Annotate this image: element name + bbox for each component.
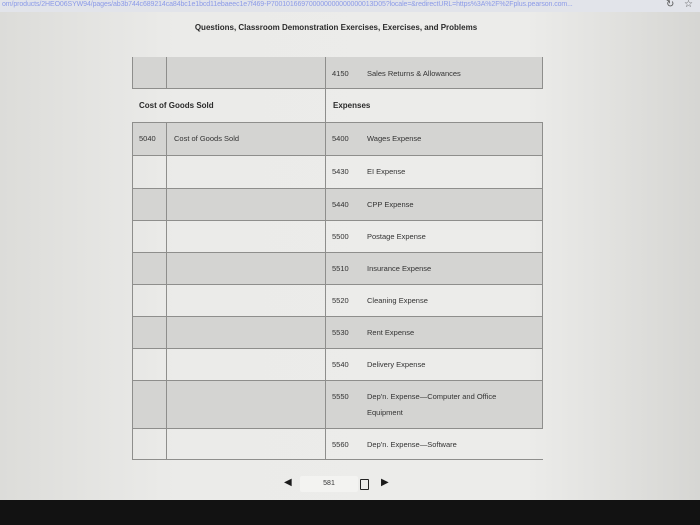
account-number: 5440 <box>332 200 349 209</box>
url-text[interactable]: om/products/2HEO06SYW94/pages/ab3b744c689214ca84bc1e1bcd11ebaeec1e7f469-P700101669700000000000000013D05?locale=&redirectURL=https%3A%2F%2Fplus.pearson.com... <box>2 1 573 8</box>
table-border <box>166 380 167 428</box>
table-border <box>542 252 543 284</box>
table-border <box>132 122 133 155</box>
account-number: 5430 <box>332 167 349 176</box>
triangle-left-icon[interactable]: ◀ <box>284 477 292 488</box>
textbook-page <box>0 12 700 500</box>
page-number-field[interactable] <box>300 476 358 492</box>
table-border <box>132 155 133 188</box>
table-border <box>542 348 543 380</box>
table-border <box>166 57 167 88</box>
account-number: 5550 <box>332 392 349 401</box>
table-border <box>166 284 167 316</box>
table-rule <box>132 459 543 460</box>
table-rule <box>132 284 543 285</box>
table-border <box>542 220 543 252</box>
page-number: 581 <box>323 480 335 487</box>
table-rule <box>132 380 543 381</box>
page-title: Questions, Classroom Demonstration Exercises, Exercises, and Problems <box>194 23 478 32</box>
table-row-shading <box>132 380 542 428</box>
table-border <box>166 348 167 380</box>
section-header-expenses: Expenses <box>333 101 371 110</box>
account-number: 5540 <box>332 360 349 369</box>
table-border <box>132 316 133 348</box>
triangle-right-icon[interactable]: ▶ <box>381 477 389 488</box>
account-name: EI Expense <box>367 167 406 176</box>
table-rule <box>132 188 543 189</box>
account-number: 5520 <box>332 296 349 305</box>
table-border <box>542 284 543 316</box>
table-border <box>542 380 543 428</box>
table-border <box>166 252 167 284</box>
table-rule <box>132 220 543 221</box>
account-name: CPP Expense <box>367 200 414 209</box>
account-number: 5400 <box>332 134 349 143</box>
table-border <box>132 380 133 428</box>
account-number: 5510 <box>332 264 349 273</box>
table-border <box>132 284 133 316</box>
table-rule <box>132 348 543 349</box>
account-name: Cleaning Expense <box>367 296 428 305</box>
table-rule <box>132 122 543 123</box>
table-border <box>132 252 133 284</box>
table-border <box>166 122 167 155</box>
account-name: Delivery Expense <box>367 360 426 369</box>
table-border <box>166 220 167 252</box>
table-border <box>542 188 543 220</box>
table-border <box>166 428 167 460</box>
account-name: Insurance Expense <box>367 264 432 273</box>
account-number: 5530 <box>332 328 349 337</box>
table-border <box>132 428 133 460</box>
account-number: 5560 <box>332 440 349 449</box>
table-border <box>542 316 543 348</box>
table-rule <box>132 252 543 253</box>
bookmark-icon[interactable] <box>360 479 369 490</box>
reload-icon[interactable]: ↻ <box>666 0 675 10</box>
table-border <box>132 188 133 220</box>
table-border <box>132 220 133 252</box>
table-divider <box>325 57 326 460</box>
table-rule <box>132 316 543 317</box>
table-border <box>166 188 167 220</box>
table-border <box>542 57 543 88</box>
table-border <box>132 348 133 380</box>
account-name: Sales Returns & Allowances <box>367 69 461 78</box>
account-number: 4150 <box>332 69 349 78</box>
browser-address-bar[interactable] <box>0 0 700 12</box>
table-rule <box>132 88 543 89</box>
table-border <box>166 316 167 348</box>
table-border <box>542 155 543 188</box>
account-name: Dep'n. Expense—Computer and Office <box>367 392 497 401</box>
table-rule <box>132 155 543 156</box>
account-name: Dep'n. Expense—Software <box>367 440 457 449</box>
account-number: 5040 <box>139 134 156 143</box>
table-rule <box>132 428 543 429</box>
account-name: Rent Expense <box>367 328 415 337</box>
table-border <box>132 57 133 88</box>
pagination-bar <box>0 474 672 494</box>
star-icon[interactable]: ☆ <box>684 0 693 10</box>
account-number: 5500 <box>332 232 349 241</box>
table-border <box>166 155 167 188</box>
table-border <box>542 122 543 155</box>
account-name: Cost of Goods Sold <box>174 134 240 143</box>
account-name-continued: Equipment <box>367 408 403 417</box>
section-header-cogs: Cost of Goods Sold <box>139 101 214 110</box>
account-name: Wages Expense <box>367 134 422 143</box>
bottom-bezel <box>0 500 700 525</box>
account-name: Postage Expense <box>367 232 426 241</box>
